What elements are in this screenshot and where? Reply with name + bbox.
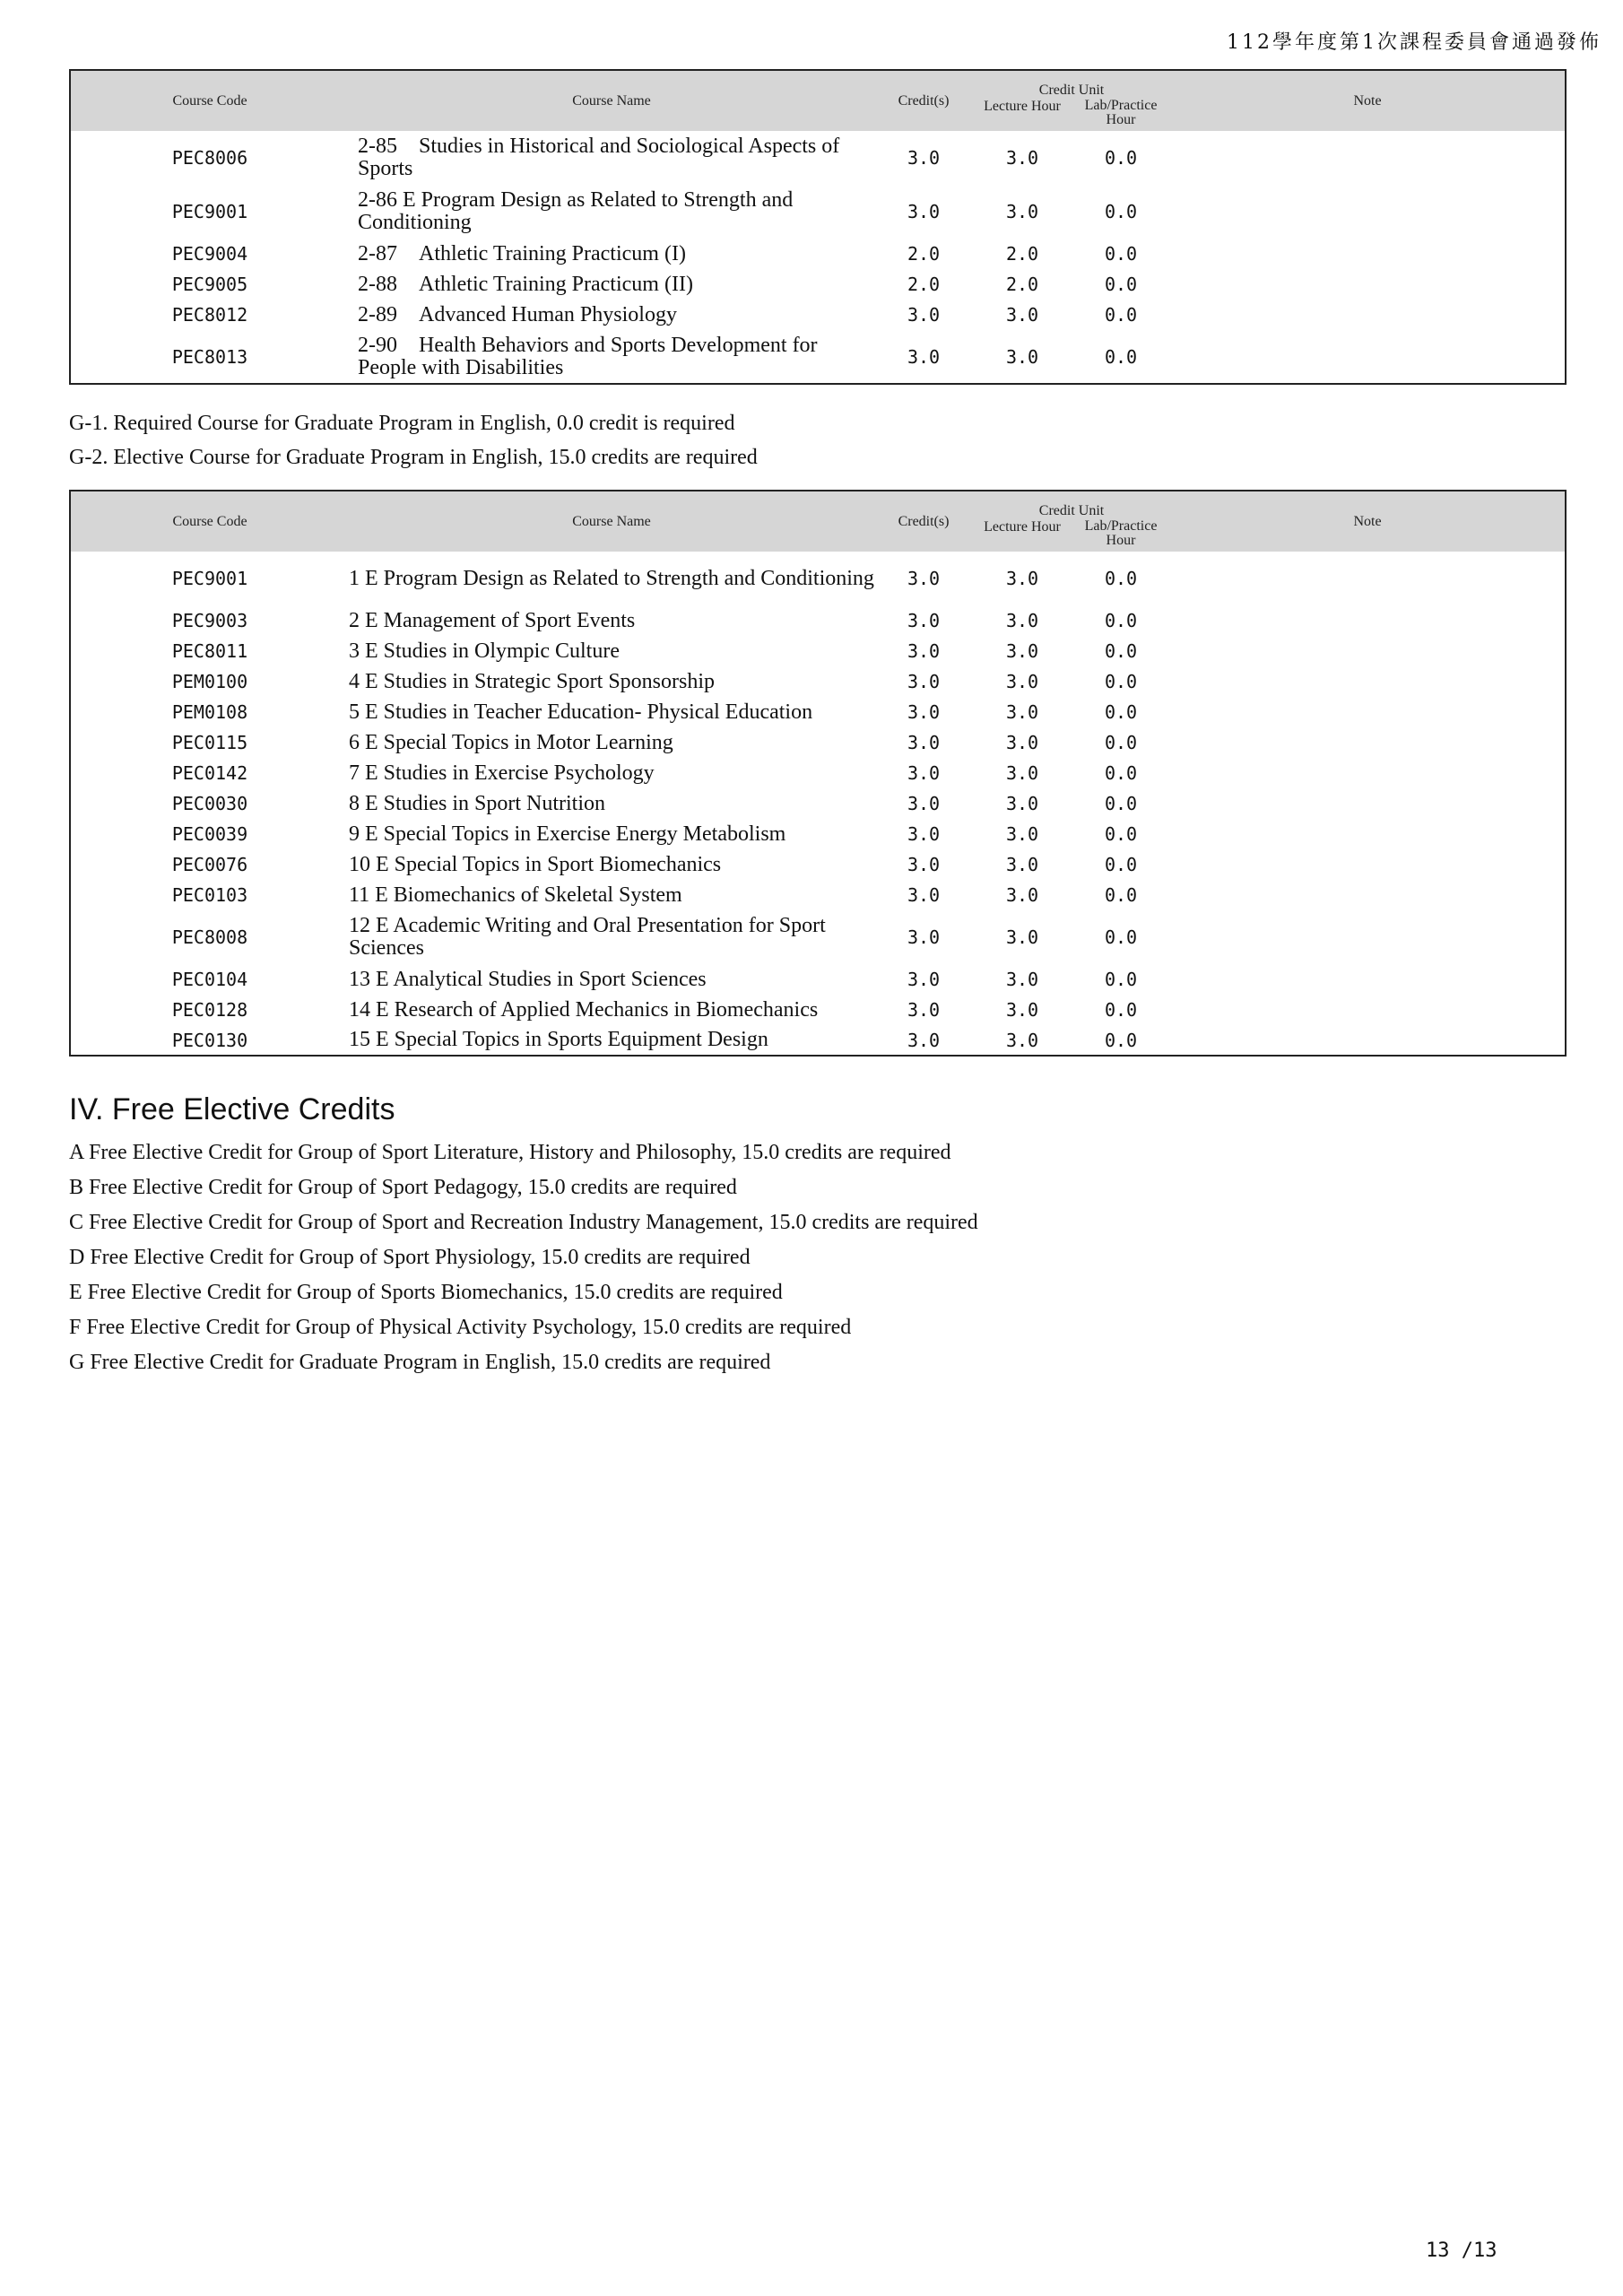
course-credits: 3.0 — [907, 701, 941, 723]
header-note: Note — [1170, 491, 1566, 552]
course-credits: 3.0 — [907, 1029, 941, 1051]
course-credits: 2.0 — [907, 243, 941, 265]
lab-hours: 0.0 — [1104, 884, 1138, 906]
table-row — [70, 788, 1566, 819]
lab-hours: 0.0 — [1104, 640, 1138, 662]
lecture-hours: 3.0 — [1005, 969, 1039, 990]
course-note — [1170, 552, 1566, 605]
course-name: 8 E Studies in Sport Nutrition — [349, 791, 606, 815]
course-name: 2-86 E Program Design as Related to Strength and Conditioning — [358, 188, 794, 234]
course-note — [1170, 727, 1566, 758]
lecture-hours: 3.0 — [1005, 926, 1039, 948]
course-note — [1170, 964, 1566, 995]
course-name: 12 E Academic Writing and Oral Presentation for Sport Sciences — [349, 914, 826, 960]
table-row — [70, 300, 1566, 330]
course-code: PEC9001 — [171, 201, 248, 222]
lecture-hours: 3.0 — [1005, 568, 1039, 589]
course-credits: 3.0 — [907, 147, 941, 169]
list-item: D Free Elective Credit for Group of Sport Physiology, 15.0 credits are required — [69, 1246, 751, 1269]
course-note — [1170, 788, 1566, 819]
header-course-code: Course Code — [70, 491, 349, 552]
table-row — [70, 239, 1566, 269]
free-electives-list — [69, 1135, 978, 1380]
lab-hours: 0.0 — [1104, 999, 1138, 1021]
course-code: PEC9004 — [171, 243, 248, 265]
table-row — [70, 849, 1566, 880]
table-row — [70, 758, 1566, 788]
list-item: A Free Elective Credit for Group of Sport Literature, History and Philosophy, 15.0 credits are required — [69, 1141, 951, 1164]
course-table-2 — [69, 490, 1567, 1057]
course-note — [1170, 1025, 1566, 1056]
lab-hours: 0.0 — [1104, 201, 1138, 222]
lecture-hours: 3.0 — [1005, 854, 1039, 875]
course-name: 2 E Management of Sport Events — [349, 608, 636, 632]
lab-hours: 0.0 — [1104, 793, 1138, 814]
header-course-code: Course Code — [70, 70, 349, 131]
lab-hours: 0.0 — [1104, 926, 1138, 948]
table-row — [70, 636, 1566, 666]
course-name: 13 E Analytical Studies in Sport Sciences — [349, 967, 707, 991]
header-lecture-hour: Lecture Hour — [973, 99, 1072, 131]
header-course-name: Course Name — [349, 70, 874, 131]
course-note — [1170, 995, 1566, 1025]
course-credits: 3.0 — [907, 610, 941, 631]
lecture-hours: 2.0 — [1005, 274, 1039, 295]
course-name: 10 E Special Topics in Sport Biomechanics — [349, 852, 722, 876]
lab-hours: 0.0 — [1104, 701, 1138, 723]
header-credits: Credit(s) — [874, 491, 973, 552]
course-credits: 3.0 — [907, 793, 941, 814]
course-code: PEC8011 — [171, 640, 248, 662]
course-credits: 3.0 — [907, 640, 941, 662]
free-electives-title: IV. Free Elective Credits — [69, 1092, 395, 1126]
lab-hours: 0.0 — [1104, 732, 1138, 753]
course-credits: 3.0 — [907, 884, 941, 906]
course-note — [1170, 605, 1566, 636]
course-name: 2-87 Athletic Training Practicum (I) — [358, 241, 686, 265]
course-code: PEC8012 — [171, 304, 248, 326]
course-credits: 3.0 — [907, 732, 941, 753]
header-lecture-hour: Lecture Hour — [973, 519, 1072, 552]
course-credits: 3.0 — [907, 304, 941, 326]
course-name: 2-88 Athletic Training Practicum (II) — [358, 272, 693, 296]
header-lab-hour: Lab/Practice Hour — [1072, 519, 1170, 552]
list-item: F Free Elective Credit for Group of Physical Activity Psychology, 15.0 credits are required — [69, 1316, 852, 1339]
course-note — [1170, 269, 1566, 300]
course-credits: 3.0 — [907, 969, 941, 990]
course-code: PEM0100 — [171, 671, 248, 692]
course-code: PEC9005 — [171, 274, 248, 295]
header-credits: Credit(s) — [874, 70, 973, 131]
lecture-hours: 3.0 — [1005, 762, 1039, 784]
course-name: 4 E Studies in Strategic Sport Sponsorship — [349, 669, 715, 693]
table-row — [70, 995, 1566, 1025]
course-name: 2-90 Health Behaviors and Sports Development for People with Disabilities — [358, 333, 818, 379]
lab-hours: 0.0 — [1104, 304, 1138, 326]
course-code: PEC0104 — [171, 969, 248, 990]
table-row — [70, 605, 1566, 636]
course-code: PEC0115 — [171, 732, 248, 753]
course-note — [1170, 849, 1566, 880]
table-row — [70, 131, 1566, 185]
lecture-hours: 3.0 — [1005, 671, 1039, 692]
lecture-hours: 2.0 — [1005, 243, 1039, 265]
course-credits: 3.0 — [907, 201, 941, 222]
course-note — [1170, 910, 1566, 964]
lab-hours: 0.0 — [1104, 671, 1138, 692]
lecture-hours: 3.0 — [1005, 1029, 1039, 1051]
course-note — [1170, 819, 1566, 849]
course-note — [1170, 666, 1566, 697]
table-row — [70, 666, 1566, 697]
header-credit-unit: Credit Unit — [973, 70, 1170, 99]
table-row — [70, 964, 1566, 995]
header-lab-hour: Lab/Practice Hour — [1072, 99, 1170, 131]
lecture-hours: 3.0 — [1005, 823, 1039, 845]
course-name: 2-89 Advanced Human Physiology — [358, 302, 677, 326]
course-code: PEC0030 — [171, 793, 248, 814]
lab-hours: 0.0 — [1104, 243, 1138, 265]
requirement-g2: G-2. Elective Course for Graduate Program in English, 15.0 credits are required — [69, 446, 758, 469]
course-note — [1170, 300, 1566, 330]
table-header — [70, 491, 1566, 552]
course-credits: 3.0 — [907, 854, 941, 875]
course-credits: 3.0 — [907, 345, 941, 368]
lecture-hours: 3.0 — [1005, 793, 1039, 814]
course-code: PEC9001 — [171, 568, 248, 589]
lecture-hours: 3.0 — [1005, 640, 1039, 662]
table-row — [70, 910, 1566, 964]
lecture-hours: 3.0 — [1005, 701, 1039, 723]
table-row — [70, 269, 1566, 300]
table-row — [70, 1025, 1566, 1056]
lab-hours: 0.0 — [1104, 762, 1138, 784]
course-name: 9 E Special Topics in Exercise Energy Metabolism — [349, 822, 786, 846]
course-code: PEC0128 — [171, 999, 248, 1021]
course-name: 7 E Studies in Exercise Psychology — [349, 761, 655, 785]
table-row — [70, 727, 1566, 758]
course-code: PEC9003 — [171, 610, 248, 631]
lecture-hours: 3.0 — [1005, 999, 1039, 1021]
table-row — [70, 552, 1566, 605]
course-note — [1170, 185, 1566, 239]
lab-hours: 0.0 — [1104, 345, 1138, 368]
list-item: B Free Elective Credit for Group of Sport Pedagogy, 15.0 credits are required — [69, 1176, 737, 1199]
table-row — [70, 185, 1566, 239]
course-code: PEC0076 — [171, 854, 248, 875]
course-credits: 3.0 — [907, 999, 941, 1021]
table-row — [70, 697, 1566, 727]
course-name: 2-85 Studies in Historical and Sociological Aspects of Sports — [358, 135, 840, 180]
lecture-hours: 3.0 — [1005, 884, 1039, 906]
course-code: PEC0103 — [171, 884, 248, 906]
course-name: 5 E Studies in Teacher Education- Physical Education — [349, 700, 813, 724]
list-item: E Free Elective Credit for Group of Sports Biomechanics, 15.0 credits are required — [69, 1281, 783, 1304]
header-note: Note — [1170, 70, 1566, 131]
course-credits: 2.0 — [907, 274, 941, 295]
lecture-hours: 3.0 — [1005, 732, 1039, 753]
lecture-hours: 3.0 — [1005, 345, 1039, 368]
lab-hours: 0.0 — [1104, 854, 1138, 875]
table-row — [70, 819, 1566, 849]
lab-hours: 0.0 — [1104, 823, 1138, 845]
list-item: C Free Elective Credit for Group of Sport and Recreation Industry Management, 15.0 credits are required — [69, 1211, 978, 1234]
course-name: 11 E Biomechanics of Skeletal System — [349, 883, 682, 907]
course-note — [1170, 330, 1566, 384]
course-code: PEC0039 — [171, 823, 248, 845]
course-credits: 3.0 — [907, 568, 941, 589]
header-credit-unit: Credit Unit — [973, 491, 1170, 519]
course-code: PEC0130 — [171, 1029, 248, 1051]
lab-hours: 0.0 — [1104, 147, 1138, 169]
course-note — [1170, 758, 1566, 788]
lab-hours: 0.0 — [1104, 969, 1138, 990]
table-header — [70, 70, 1566, 131]
course-credits: 3.0 — [907, 762, 941, 784]
table-row — [70, 880, 1566, 910]
page-number: 13 /13 — [1426, 2239, 1497, 2262]
course-credits: 3.0 — [907, 671, 941, 692]
list-item: G Free Elective Credit for Graduate Program in English, 15.0 credits are required — [69, 1351, 771, 1374]
course-name: 14 E Research of Applied Mechanics in Biomechanics — [349, 997, 819, 1022]
course-note — [1170, 636, 1566, 666]
lecture-hours: 3.0 — [1005, 304, 1039, 326]
lab-hours: 0.0 — [1104, 1029, 1138, 1051]
course-code: PEC0142 — [171, 762, 248, 784]
course-note — [1170, 239, 1566, 269]
lecture-hours: 3.0 — [1005, 201, 1039, 222]
course-code: PEC8006 — [171, 147, 248, 169]
course-note — [1170, 880, 1566, 910]
lab-hours: 0.0 — [1104, 274, 1138, 295]
requirement-g1: G-1. Required Course for Graduate Program in English, 0.0 credit is required — [69, 412, 735, 435]
course-name: 1 E Program Design as Related to Strength and Conditioning — [349, 566, 874, 590]
lab-hours: 0.0 — [1104, 568, 1138, 589]
course-table-1 — [69, 69, 1567, 385]
course-code: PEC8008 — [171, 926, 248, 948]
course-note — [1170, 131, 1566, 185]
course-code: PEC8013 — [171, 345, 248, 368]
course-name: 15 E Special Topics in Sports Equipment Design — [349, 1028, 768, 1051]
table-row — [70, 330, 1566, 384]
course-code: PEM0108 — [171, 701, 248, 723]
lecture-hours: 3.0 — [1005, 147, 1039, 169]
lecture-hours: 3.0 — [1005, 610, 1039, 631]
course-note — [1170, 697, 1566, 727]
approval-header-note: 112學年度第1次課程委員會通過發佈 — [1227, 31, 1601, 54]
header-course-name: Course Name — [349, 491, 874, 552]
course-credits: 3.0 — [907, 823, 941, 845]
course-name: 6 E Special Topics in Motor Learning — [349, 730, 673, 754]
course-name: 3 E Studies in Olympic Culture — [349, 639, 620, 663]
course-credits: 3.0 — [907, 926, 941, 948]
lab-hours: 0.0 — [1104, 610, 1138, 631]
